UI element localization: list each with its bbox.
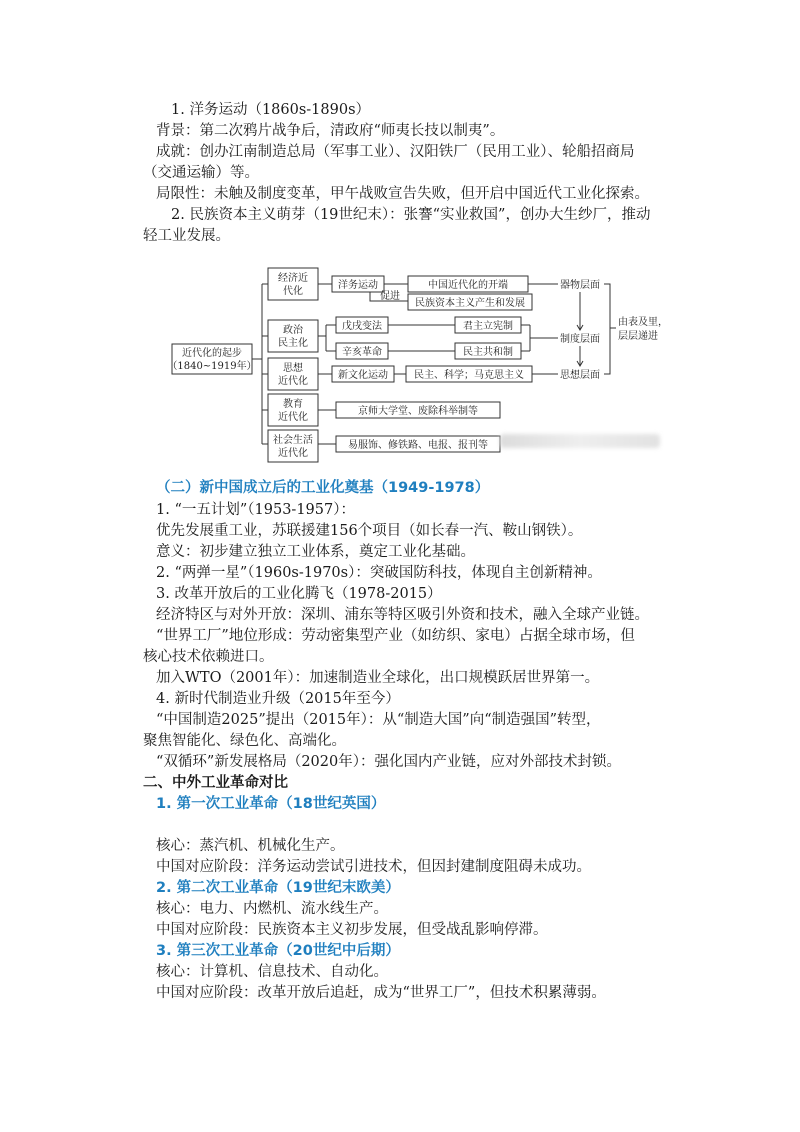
industrial-rev-1-heading: 1. 第一次工业革命（18世纪英国） — [156, 796, 386, 812]
yifushi-label: 易服饰、修铁路、电报、报刊等 — [348, 440, 488, 451]
national-capitalism: 2. 民族资本主义萌芽（19世纪末）：张謇“实业救国”，创办大生纱厂，推动 — [171, 207, 651, 223]
s2-line-11: “中国制造2025”提出（2015年）：从“制造大国”向“制造强国”转型， — [156, 712, 601, 728]
rev2-core: 核心：电力、内燃机、流水线生产。 — [156, 901, 388, 917]
s2-line-10: 4. 新时代制造业升级（2015年至今） — [156, 691, 400, 707]
jingshi-label: 京师大学堂、废除科举制等 — [358, 406, 478, 417]
s2-line-1: 1. “一五计划”（1953-1957）： — [156, 502, 355, 518]
root-label-2: （1840~1919年） — [167, 361, 257, 372]
yangwu-background: 背景：第二次鸦片战争后，清政府“师夷长技以制夷”。 — [156, 123, 505, 139]
kexue-label: 民主、科学；马克思主义 — [414, 370, 524, 381]
root-label-1: 近代化的起步 — [182, 348, 242, 359]
cat-edu-1: 教育 — [283, 399, 303, 410]
cat-thought-1: 思想 — [283, 363, 303, 374]
rev3-china: 中国对应阶段：改革开放后追赶，成为“世界工厂”，但技术积累薄弱。 — [156, 985, 606, 1001]
cat-thought-2: 近代化 — [278, 376, 308, 387]
wuxu-label: 戊戌变法 — [342, 321, 382, 332]
cat-pol-1: 政治 — [283, 325, 303, 336]
s2-line-4: 2. “两弹一星”（1960s-1970s）：突破国防科技，体现自主创新精神。 — [156, 565, 602, 581]
xinhai-label: 辛亥革命 — [342, 347, 382, 358]
minzhu-gongheng-label: 民主共和制 — [463, 347, 513, 358]
yangwu-title: 1. 洋务运动（1860s-1890s） — [171, 102, 371, 118]
s2-line-5: 3. 改革开放后的工业化腾飞（1978-2015） — [156, 586, 442, 602]
kaiduan-label: 中国近代化的开端 — [428, 280, 508, 291]
section2-heading: （二）新中国成立后的工业化奠基（1949-1978） — [156, 480, 490, 496]
summary-1: 由表及里， — [618, 317, 668, 328]
yangwu-achievement-cont: （交通运输）等。 — [143, 165, 259, 181]
s2-line-2: 优先发展重工业，苏联援建156个项目（如长春一汽、鞍山钢铁）。 — [156, 523, 583, 539]
section3-heading: 二、中外工业革命对比 — [143, 775, 288, 791]
cat-soc-2: 近代化 — [278, 448, 308, 459]
cat-econ-1: 经济近 — [278, 273, 308, 284]
rev2-china: 中国对应阶段：民族资本主义初步发展，但受战乱影响停滞。 — [156, 922, 548, 938]
rev3-core: 核心：计算机、信息技术、自动化。 — [156, 964, 388, 980]
qiwu-label: 器物层面 — [560, 280, 600, 291]
s2-line-8: 核心技术依赖进口。 — [143, 649, 274, 665]
summary-2: 层层递进 — [618, 331, 658, 342]
cat-pol-2: 民主化 — [278, 338, 308, 349]
industrial-rev-3-heading: 3. 第三次工业革命（20世纪中后期） — [156, 943, 400, 959]
national-capitalism-cont: 轻工业发展。 — [143, 228, 230, 244]
yangwu-limitation: 局限性：未触及制度变革，甲午战败宣告失败，但开启中国近代工业化探索。 — [156, 186, 649, 202]
s2-line-12: 聚焦智能化、绿色化、高端化。 — [143, 733, 346, 749]
sixiang-label: 思想层面 — [560, 370, 600, 381]
industrial-rev-2-heading: 2. 第二次工业革命（19世纪末欧美） — [156, 880, 400, 896]
cujin-label: 促进 — [380, 291, 400, 302]
s2-line-6: 经济特区与对外开放：深圳、浦东等特区吸引外资和技术，融入全球产业链。 — [156, 607, 649, 623]
yangwu-label: 洋务运动 — [338, 280, 378, 291]
cat-econ-2: 代化 — [283, 286, 303, 297]
rev1-china: 中国对应阶段：洋务运动尝试引进技术，但因封建制度阻碍未成功。 — [156, 859, 591, 875]
s2-line-3: 意义：初步建立独立工业体系，奠定工业化基础。 — [156, 544, 475, 560]
cat-soc-1: 社会生活 — [273, 435, 313, 446]
s2-line-9: 加入WTO（2001年）：加速制造业全球化，出口规模跃居世界第一。 — [156, 670, 600, 686]
cat-edu-2: 近代化 — [278, 412, 308, 423]
xinwenhua-label: 新文化运动 — [338, 370, 388, 381]
watermark-blur — [500, 434, 660, 448]
rev1-core: 核心：蒸汽机、机械化生产。 — [156, 838, 345, 854]
yangwu-achievement: 成就：创办江南制造总局（军事工业）、汉阳铁厂（民用工业）、轮船招商局 — [156, 144, 635, 160]
minzu-label: 民族资本主义产生和发展 — [415, 298, 525, 309]
s2-line-7: “世界工厂”地位形成：劳动密集型产业（如纺织、家电）占据全球市场，但 — [156, 628, 635, 644]
junzhu-label: 君主立宪制 — [463, 321, 513, 332]
zhidu-label: 制度层面 — [560, 334, 600, 345]
s2-line-13: “双循环”新发展格局（2020年）：强化国内产业链，应对外部技术封锁。 — [156, 754, 621, 770]
